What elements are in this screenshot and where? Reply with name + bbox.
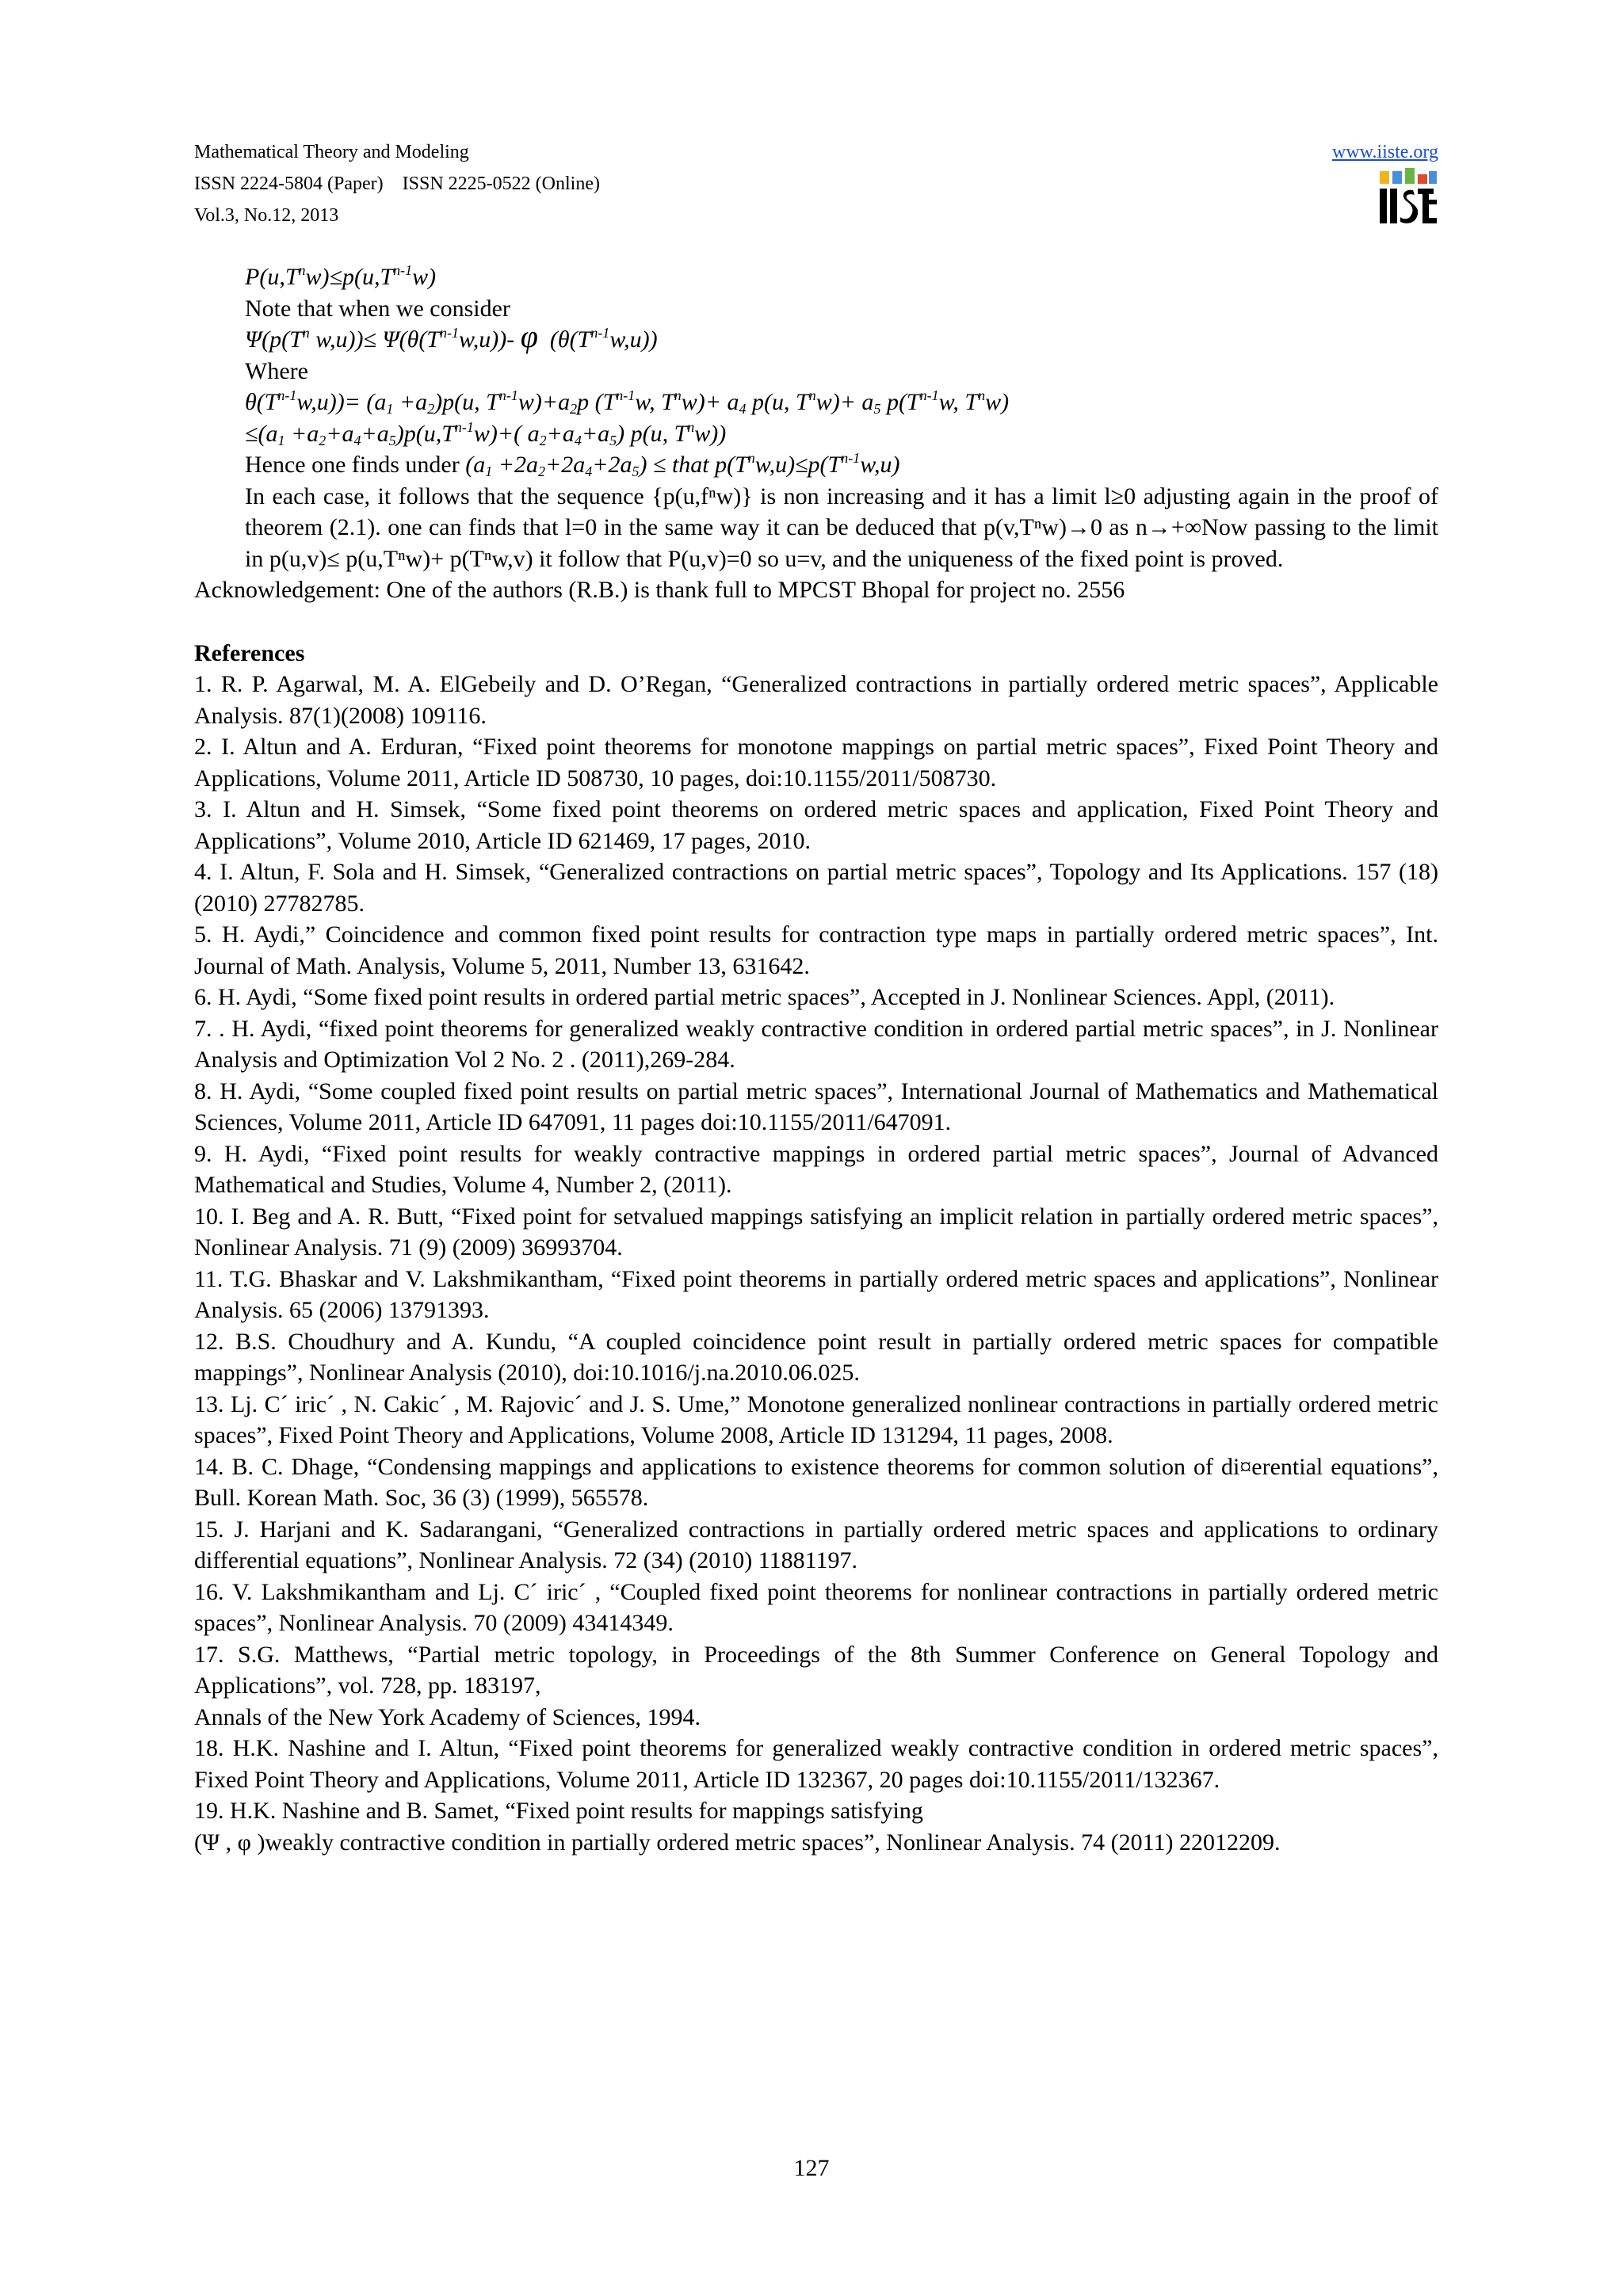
iiste-logo [1378, 168, 1438, 228]
reference-item: (Ψ , φ )weakly contractive condition in partially ordered metric spaces”, Nonlinear Analysis. 74 (2011) 22012209. [194, 1829, 1281, 1855]
theta-bound: $\le(a_1 +a_2+a_4+a_5)p(u,T^{n-1}w)+$( $a_2+a_4+a_5$) p(u, $T^nw$)) [245, 418, 727, 448]
issn-line: ISSN 2224-5804 (Paper) ISSN 2225-0522 (Online) [194, 174, 600, 194]
journal-title: Mathematical Theory and Modeling [194, 142, 469, 162]
reference-item: 4. I. Altun, F. Sola and H. Simsek, “Generalized contractions on partial metric spaces”, Topology and Its Applications. 157 (18) (2010) 27782785. [194, 859, 1438, 917]
volume-line: Vol.3, No.12, 2013 [194, 205, 339, 226]
journal-info [194, 136, 600, 231]
reference-item: 1. R. P. Agarwal, M. A. ElGebeily and D. O’Regan, “Generalized contractions in partially ordered metric spaces”, Applicable Analysis. 87(1)(2008) 109116. [194, 671, 1438, 729]
reference-item: 8. H. Aydi, “Some coupled fixed point results on partial metric spaces”, International Journal of Mathematics and Mathematical Sciences, Volume 2011, Article ID 647091, 11 pages doi:10.1155/2011/647091. [194, 1077, 1438, 1135]
reference-item: 5. H. Aydi,” Coincidence and common fixed point results for contraction type maps in partially ordered metric spaces”, Int. Journal of Math. Analysis, Volume 5, 2011, Number 13, 631642. [194, 921, 1438, 979]
references-heading: References [194, 639, 305, 666]
acknowledgement: Acknowledgement: One of the authors (R.B.) is thank full to MPCST Bhopal for project no. 2556 [194, 577, 1125, 603]
reference-item: 17. S.G. Matthews, “Partial metric topology, in Proceedings of the 8th Summer Conference on General Topology and Applications”, vol. 728, pp. 183197, [194, 1641, 1438, 1699]
reference-item: 15. J. Harjani and K. Sadarangani, “Generalized contractions in partially ordered metric spaces and applications to ordinary differential equations”, Nonlinear Analysis. 72 (34) (2010) 11881197. [194, 1516, 1438, 1573]
phi-symbol: φ [520, 318, 538, 354]
reference-item: 7. . H. Aydi, “fixed point theorems for generalized weakly contractive condition in ordered partial metric spaces”, in J. Nonlinear Analysis and Optimization Vol 2 No. 2 . (2011),269-284. [194, 1015, 1438, 1073]
psi-inequality: $\Psi(p(T^n$ $w,u))\le \Psi(\theta(T^{n-1}w,u))-$ φ $(\theta(T^{n-1}w,u))$ [245, 318, 658, 354]
hence-condition: $(a_1 +2a_2+2a_4+2a_5)$ ≤ that $p(T^nw,u)\le p(T^{n-1}w,u)$ [465, 450, 900, 479]
reference-item: 2. I. Altun and A. Erduran, “Fixed point theorems for monotone mappings on partial metric spaces”, Fixed Point Theory and Applications, Volume 2011, Article ID 508730, 10 pages, doi:10.1155/2011/508730. [194, 734, 1438, 791]
reference-item: 13. Lj. C´ iric´ , N. Cakic´ , M. Rajovic´ and J. S. Ume,” Monotone generalized nonlinear contractions in partially ordered metric spaces”, Fixed Point Theory and Applications, Volume 2008, Article ID 131294, 11 pages, 2008. [194, 1390, 1438, 1448]
reference-item: 6. H. Aydi, “Some fixed point results in ordered partial metric spaces”, Accepted in J. Nonlinear Sciences. Appl, (2011). [194, 984, 1335, 1010]
reference-item: 18. H.K. Nashine and I. Altun, “Fixed point theorems for generalized weakly contractive condition in ordered metric spaces”, Fixed Point Theory and Applications, Volume 2011, Article ID 132367, 20 pages doi:10.1155/2011/132367. [194, 1735, 1438, 1793]
page-content [194, 261, 1438, 1858]
reference-item: Annals of the New York Academy of Sciences, 1994. [194, 1703, 701, 1730]
page-number: 127 [793, 2155, 830, 2181]
inequality-p-line: $P(u,T^nw)\le p(u,T^{n-1}w)$ [245, 262, 437, 290]
hence-line [194, 449, 1438, 481]
journal-url-link[interactable]: www.iiste.org [1332, 142, 1438, 162]
theta-definition: $\theta(T^{n-1}w,u))= (a_1 +a_2)p(u$, $T^{n-1}w)+a_2p$ ($T^{n-1}w$, $T^nw)+ a_4$ p(u, $T^nw)+ a_5$ $p(T^{n-1}w$, $T^nw$) [245, 387, 1010, 417]
reference-item: 14. B. C. Dhage, “Condensing mappings and applications to existence theorems for common solution of di¤erential equations”, Bull. Korean Math. Soc, 36 (3) (1999), 565578. [194, 1453, 1438, 1511]
reference-item: 16. V. Lakshmikantham and Lj. C´ iric´ , “Coupled fixed point theorems for nonlinear contractions in partially ordered metric spaces”, Nonlinear Analysis. 70 (2009) 43414349. [194, 1578, 1438, 1636]
reference-item: 19. H.K. Nashine and B. Samet, “Fixed point results for mappings satisfying [194, 1798, 923, 1824]
reference-item: 10. I. Beg and A. R. Butt, “Fixed point for setvalued mappings satisfying an implicit relation in partially ordered metric spaces”, Nonlinear Analysis. 71 (9) (2009) 36993704. [194, 1203, 1438, 1261]
reference-item: 3. I. Altun and H. Simsek, “Some fixed point theorems on ordered metric spaces and application, Fixed Point Theory and Applications”, Volume 2010, Article ID 621469, 17 pages, 2010. [194, 796, 1438, 854]
section-gap [194, 606, 1438, 638]
each-case-paragraph: In each case, it follows that the sequence {p(u,fⁿw)} is non increasing and it has a limit l≥0 adjusting again in the proof of theorem (2.1). one can finds that l=0 in the same way it can be deduced that p(v,Tⁿw)→0 as n→+∞Now passing to the limit in p(u,v)≤ p(u,Tⁿw)+ p(Tⁿw,v) it follow that P(u,v)=0 so u=v, and the uniqueness of the fixed point is proved. [245, 482, 1438, 572]
page-header [194, 136, 1438, 239]
hence-text: Hence one finds under [245, 452, 460, 478]
reference-item: 9. H. Aydi, “Fixed point results for weakly contractive mappings in ordered partial metric spaces”, Journal of Advanced Mathematical and Studies, Volume 4, Number 2, (2011). [194, 1140, 1438, 1198]
reference-item: 12. B.S. Choudhury and A. Kundu, “A coupled coincidence point result in partially ordered metric spaces for compatible mappings”, Nonlinear Analysis (2010), doi:10.1016/j.na.2010.06.025. [194, 1328, 1438, 1386]
reference-item: 11. T.G. Bhaskar and V. Lakshmikantham, “Fixed point theorems in partially ordered metric spaces and applications”, Nonlinear Analysis. 65 (2006) 13791393. [194, 1265, 1438, 1323]
where-text: Where [245, 357, 308, 384]
note-text: Note that when we consider [245, 295, 510, 322]
